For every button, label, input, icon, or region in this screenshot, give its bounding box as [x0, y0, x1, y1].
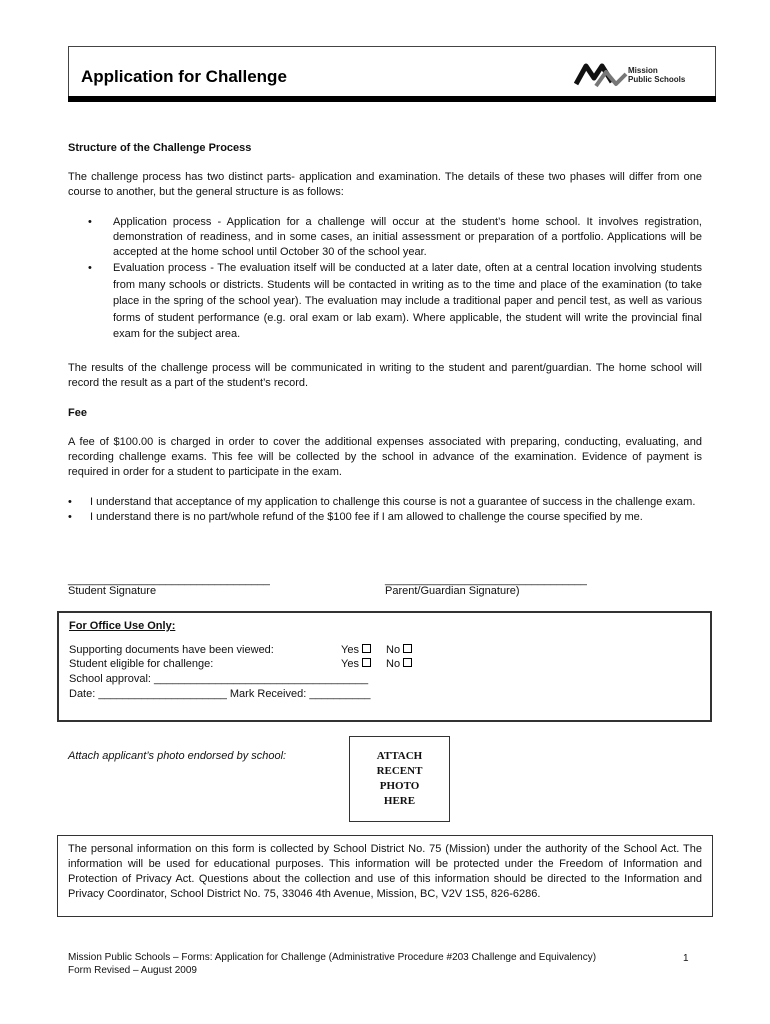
privacy-notice-box	[57, 835, 713, 917]
documents-yes-option[interactable]: Yes	[341, 643, 371, 658]
eligible-label: Student eligible for challenge:	[69, 658, 214, 670]
eligible-yes-option[interactable]: Yes	[341, 657, 371, 672]
list-item: • I understand that acceptance of my application to challenge this course is not a guarantee of success in the challenge exam.	[68, 496, 696, 508]
supporting-documents-label: Supporting documents have been viewed:	[69, 644, 274, 656]
date-mark-field[interactable]: Date: _____________________ Mark Received: __________	[69, 688, 371, 700]
parent-signature-label: Parent/Guardian Signature)	[385, 585, 520, 597]
student-signature-label: Student Signature	[68, 585, 157, 597]
school-approval-field[interactable]: School approval: ___________________________________	[69, 673, 369, 685]
list-item: • Evaluation process - The evaluation itself will be conducted at a later date, often at a central location involving students from many schools or districts. Students will be contacted in writing as to the time and place of the examination (to take place in the spring of the school year). The evaluation may include a traditional paper and pencil test, as well as various forms of student performance (e.g. oral exam or lab exam). Where applicable, the student will write the provincial final exam for the subject area.	[88, 262, 702, 340]
page-number: 1	[683, 953, 689, 964]
checkbox-icon[interactable]	[362, 644, 371, 653]
fee-acknowledgement-list	[68, 495, 702, 525]
bullet-icon: •	[68, 496, 72, 508]
bullet-icon: •	[88, 216, 92, 228]
page-title: Application for Challenge	[81, 67, 287, 86]
photo-caption: Attach applicant’s photo endorsed by school:	[68, 750, 287, 762]
fee-paragraph: A fee of $100.00 is charged in order to cover the additional expenses associated with preparing, conducting, evaluating, and recording challenge exams. This fee will be collected by the school in advance of the examination. Evidence of payment is required in order for a student to participate in the exam.	[68, 436, 702, 478]
office-use-title: For Office Use Only:	[69, 620, 176, 632]
checkbox-icon[interactable]	[403, 658, 412, 667]
bullet-icon: •	[88, 262, 92, 274]
results-paragraph: The results of the challenge process will be communicated in writing to the student and parent/guardian. The home school will record the result as a part of the student’s record.	[68, 362, 702, 389]
footer-reference: Mission Public Schools – Forms: Application for Challenge (Administrative Procedure #203 Challenge and Equivalency)	[68, 952, 597, 963]
office-use-box	[57, 611, 712, 722]
page-footer	[68, 951, 596, 977]
checkbox-icon[interactable]	[403, 644, 412, 653]
header-rule	[68, 96, 716, 102]
documents-no-option[interactable]: No	[386, 643, 412, 658]
structure-bullet-list	[68, 215, 702, 343]
parent-signature-line[interactable]: _________________________________	[385, 574, 587, 586]
checkbox-icon[interactable]	[362, 658, 371, 667]
fee-heading: Fee	[68, 407, 87, 419]
structure-heading: Structure of the Challenge Process	[68, 142, 252, 154]
privacy-notice-text: The personal information on this form is collected by School District No. 75 (Mission) under the authority of the School Act. The information will be used for educational purposes. This information will be protected under the Freedom of Information and Protection of Privacy Act. Questions about the collection and use of this information should be directed to the Information and Privacy Coordinator, School District No. 75, 33046 4th Avenue, Mission, BC, V2V 1S5, 826-6286.	[68, 843, 702, 900]
structure-intro: The challenge process has two distinct parts- application and examination. The details of these two phases will differ from one course to another, but the general structure is as follows:	[68, 171, 702, 198]
photo-placeholder[interactable]: ATTACH RECENT PHOTO HERE	[349, 736, 450, 822]
eligible-no-option[interactable]: No	[386, 657, 412, 672]
logo-wordmark: Mission Public Schools	[628, 66, 686, 84]
bullet-icon: •	[68, 511, 72, 523]
footer-revision: Form Revised – August 2009	[68, 965, 197, 976]
list-item: • Application process - Application for a challenge will occur at the student’s home school. It involves registration, demonstration of readiness, and in some cases, an initial assessment or preparation of a portfolio. Applications will be accepted at the home school until October 30 of the school year.	[88, 216, 702, 258]
student-signature-line[interactable]: _________________________________	[68, 574, 270, 586]
list-item: • I understand there is no part/whole refund of the $100 fee if I am allowed to challenge the course specified by me.	[68, 511, 643, 523]
